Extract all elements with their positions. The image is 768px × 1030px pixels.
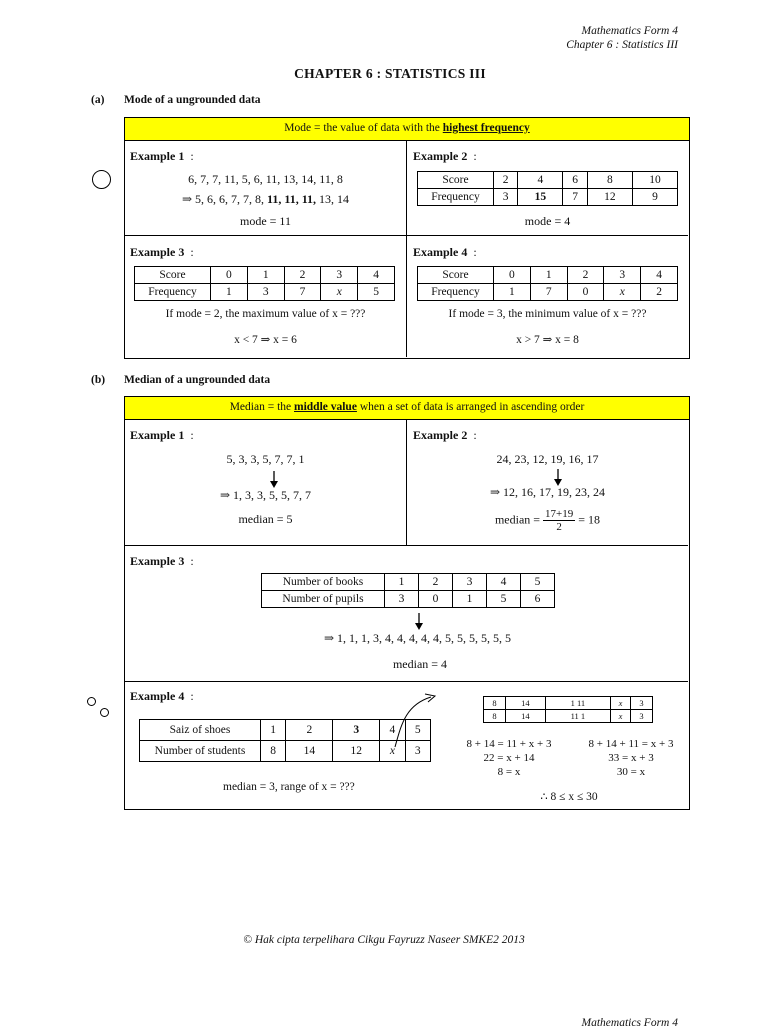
table-row: Saiz of shoes 1 2 3 4 5 [140, 720, 431, 741]
mode-banner-emphasis: highest frequency [442, 122, 530, 134]
median-ex1-sorted: ⇒ 1, 3, 3, 5, 5, 7, 7 [219, 488, 312, 502]
median-ex4-conclusion: ∴ 8 ≤ x ≤ 30 [540, 791, 598, 803]
mode-ex4-question: If mode = 3, the minimum value of x = ??? [448, 308, 647, 320]
section-b-label: (b) [91, 374, 106, 386]
mode-box [124, 117, 690, 359]
median-ex3-sorted: ⇒ 1, 1, 1, 3, 4, 4, 4, 4, 4, 5, 5, 5, 5, 5, 5 [323, 631, 512, 645]
down-arrow-icon [269, 471, 279, 489]
mode-example-2-label: Example 2 : [413, 149, 477, 163]
mode-example-1-label: Example 1 : [130, 149, 194, 163]
table-row: Number of pupils 3 0 1 5 6 [262, 591, 555, 608]
table-row: Score 0 1 2 3 4 [418, 267, 678, 284]
table-row: Score 2 4 6 8 10 [418, 172, 678, 189]
table-row: Frequency 3 15 7 12 9 [418, 189, 678, 206]
section-a-heading: Mode of a ungrounded data [124, 94, 261, 106]
mode-banner: Mode = the value of data with the highest frequency [125, 118, 689, 141]
mode-example-4-label: Example 4 : [413, 245, 477, 259]
mode-ex4-answer: x > 7 ⇒ x = 8 [516, 334, 579, 346]
median-example-2-label: Example 2 : [413, 428, 477, 442]
margin-circle-small [100, 708, 109, 717]
median-example-3-label: Example 3 : [130, 554, 194, 568]
mode-ex1-data: 6, 7, 7, 11, 5, 6, 11, 13, 14, 11, 8 [188, 172, 343, 186]
median-ex1-result: median = 5 [238, 512, 293, 526]
section-b-heading: Median of a ungrounded data [124, 374, 271, 386]
mode-ex1-sorted: ⇒ 5, 6, 6, 7, 7, 8, 11, 11, 11, 13, 14 [181, 192, 350, 206]
mode-ex1-result: mode = 11 [240, 214, 291, 228]
median-ex4-left-working: 8 + 14 = 11 + x + 3 22 = x + 14 8 = x [466, 738, 552, 778]
next-page-header: Mathematics Form 4 [581, 1017, 678, 1029]
page-title: CHAPTER 6 : STATISTICS III [294, 66, 486, 81]
table-row: Score 0 1 2 3 4 [135, 267, 395, 284]
table-row: Number of students 8 14 12 x 3 [140, 741, 431, 762]
median-ex1-data: 5, 3, 3, 5, 7, 7, 1 [226, 452, 305, 466]
mode-ex2-table [417, 171, 678, 206]
mode-ex3-table [134, 266, 395, 301]
median-banner: Median = the middle value when a set of data is arranged in ascending order [125, 397, 689, 420]
mode-ex2-result: mode = 4 [524, 214, 571, 228]
median-banner-emphasis: middle value [294, 401, 357, 413]
median-example-4-label: Example 4 : [130, 689, 194, 703]
mode-ex3-question: If mode = 2, the maximum value of x = ??? [165, 308, 366, 320]
header-chapter: Chapter 6 : Statistics III [566, 39, 678, 51]
median-ex2-sorted: ⇒ 12, 16, 17, 19, 23, 24 [489, 485, 606, 499]
curved-arrow-icon [391, 691, 441, 751]
median-example-1-label: Example 1 : [130, 428, 194, 442]
median-box [124, 396, 690, 810]
median-ex4-small-table [483, 696, 653, 723]
median-ex3-result: median = 4 [392, 657, 448, 671]
median-ex2-result: median = $\frac{17+19}{2}$ = 18 [494, 508, 601, 533]
table-row: Frequency 1 7 0 x 2 [418, 284, 678, 301]
table-row: Number of books 1 2 3 4 5 [262, 574, 555, 591]
header-subject: Mathematics Form 4 [581, 25, 678, 37]
section-a-label: (a) [91, 94, 105, 106]
median-ex4-right-working: 8 + 14 + 11 = x + 3 33 = x + 3 30 = x [588, 738, 674, 778]
mode-ex3-answer: x < 7 ⇒ x = 6 [234, 334, 297, 346]
median-ex2-data: 24, 23, 12, 19, 16, 17 [496, 452, 599, 466]
table-row: 8 14 1 11 x 3 [484, 697, 653, 710]
median-ex4-question: median = 3, range of x = ??? [223, 781, 355, 793]
mode-example-3-label: Example 3 : [130, 245, 194, 259]
table-row: 8 14 11 1 x 3 [484, 710, 653, 723]
margin-circle [92, 170, 111, 189]
table-row: Frequency 1 3 7 x 5 [135, 284, 395, 301]
median-ex3-table [261, 573, 555, 608]
down-arrow-icon [414, 613, 424, 631]
copyright-footer: © Hak cipta terpelihara Cikgu Fayruzz Naseer SMKE2 2013 [243, 934, 525, 946]
mode-ex4-table [417, 266, 678, 301]
margin-circle-small [87, 697, 96, 706]
median-ex4-table [139, 719, 431, 762]
